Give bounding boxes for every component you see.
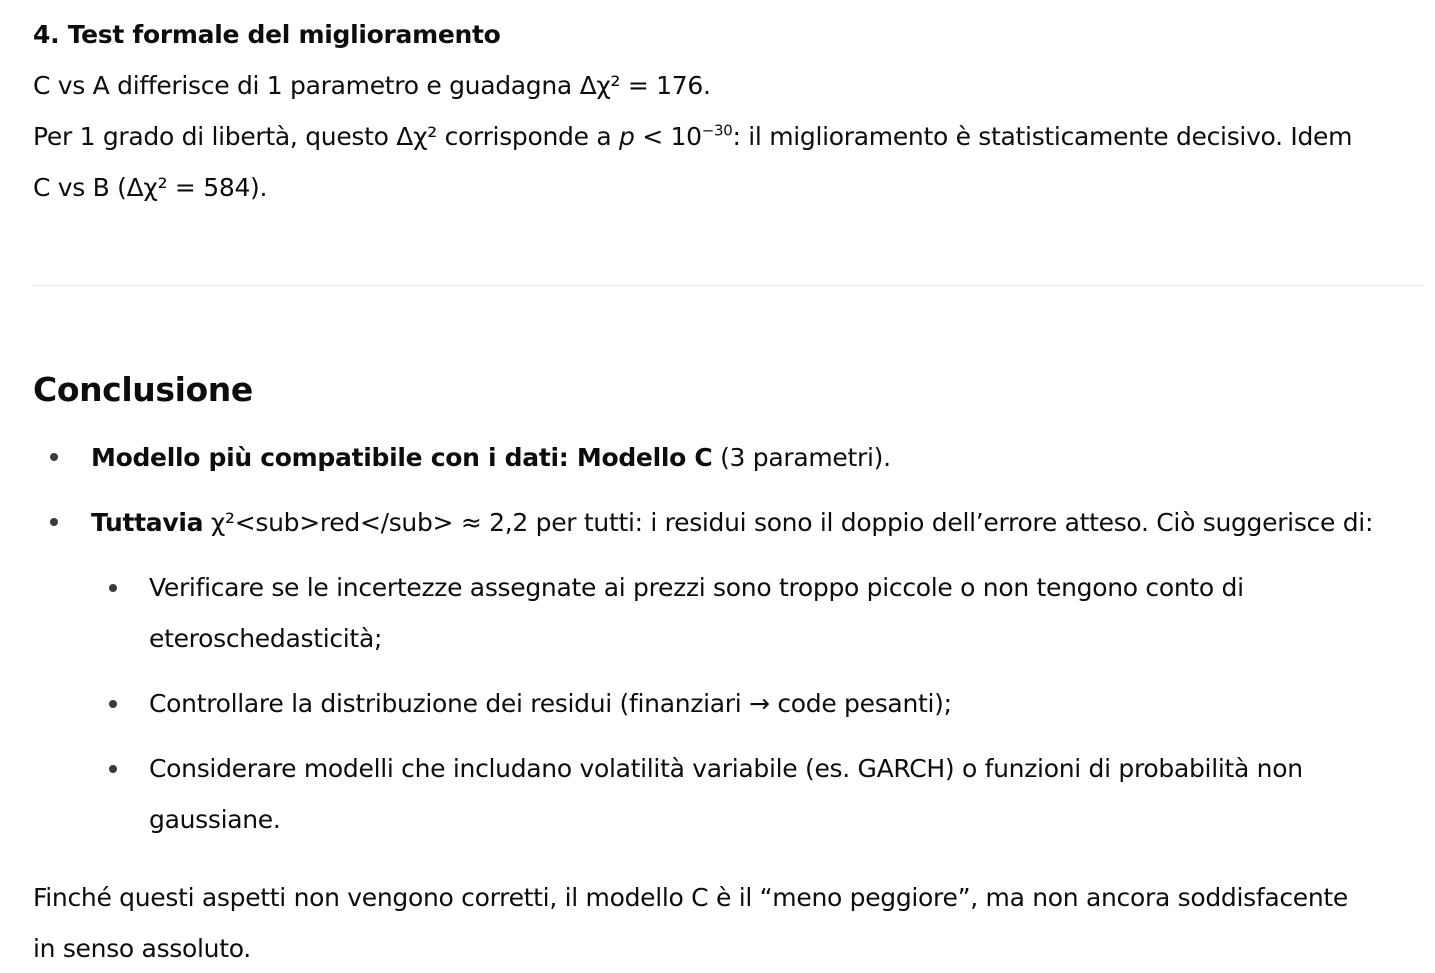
section-line-3: C vs B (Δχ² = 584). — [33, 173, 268, 202]
bullet-dot — [109, 700, 117, 708]
line2-pre: Per 1 grado di libertà, questo Δχ² corrisponde a — [33, 122, 619, 151]
p-symbol: p — [619, 122, 635, 151]
section-line-2 — [33, 120, 1352, 154]
bullet-dot — [50, 453, 58, 461]
final-paragraph-line-1: Finché questi aspetti non vengono corretti, il modello C è il “meno peggiore”, ma non ancora soddisfacente — [33, 883, 1349, 912]
conclusion-heading: Conclusione — [33, 370, 253, 409]
bullet-dot — [109, 584, 117, 592]
line2-post: : il miglioramento è statisticamente decisivo. Idem — [732, 122, 1353, 151]
sub-item-3-line-2: gaussiane. — [149, 805, 281, 834]
exponent: −30 — [701, 121, 733, 140]
bullet-1-rest: (3 parametri). — [712, 443, 891, 472]
section-line-1: C vs A differisce di 1 parametro e guadagna Δχ² = 176. — [33, 71, 711, 100]
sub-item-1-line-2: eteroschedasticità; — [149, 624, 383, 653]
bullet-dot — [50, 518, 58, 526]
bullet-item-2 — [91, 506, 1373, 540]
sub-item-1-line-1: Verificare se le incertezze assegnate ai prezzi sono troppo piccole o non tengono conto di — [149, 573, 1244, 602]
bullet-2-bold: Tuttavia — [91, 508, 204, 537]
sub-item-2-line-1: Controllare la distribuzione dei residui (finanziari → code pesanti); — [149, 689, 952, 718]
line2-lt: < 10 — [634, 122, 702, 151]
bullet-dot — [109, 765, 117, 773]
final-paragraph-line-2: in senso assoluto. — [33, 934, 251, 963]
bullet-1-bold: Modello più compatibile con i dati: Modello C — [91, 443, 713, 472]
section-heading: 4. Test formale del miglioramento — [33, 20, 501, 49]
sub-item-3-line-1: Considerare modelli che includano volatilità variabile (es. GARCH) o funzioni di probabilità non — [149, 754, 1303, 783]
divider — [33, 285, 1423, 286]
bullet-item-1 — [91, 441, 891, 475]
bullet-2-rest: χ²<sub>red</sub> ≈ 2,2 per tutti: i residui sono il doppio dell’errore atteso. Ciò suggerisce di: — [203, 508, 1374, 537]
